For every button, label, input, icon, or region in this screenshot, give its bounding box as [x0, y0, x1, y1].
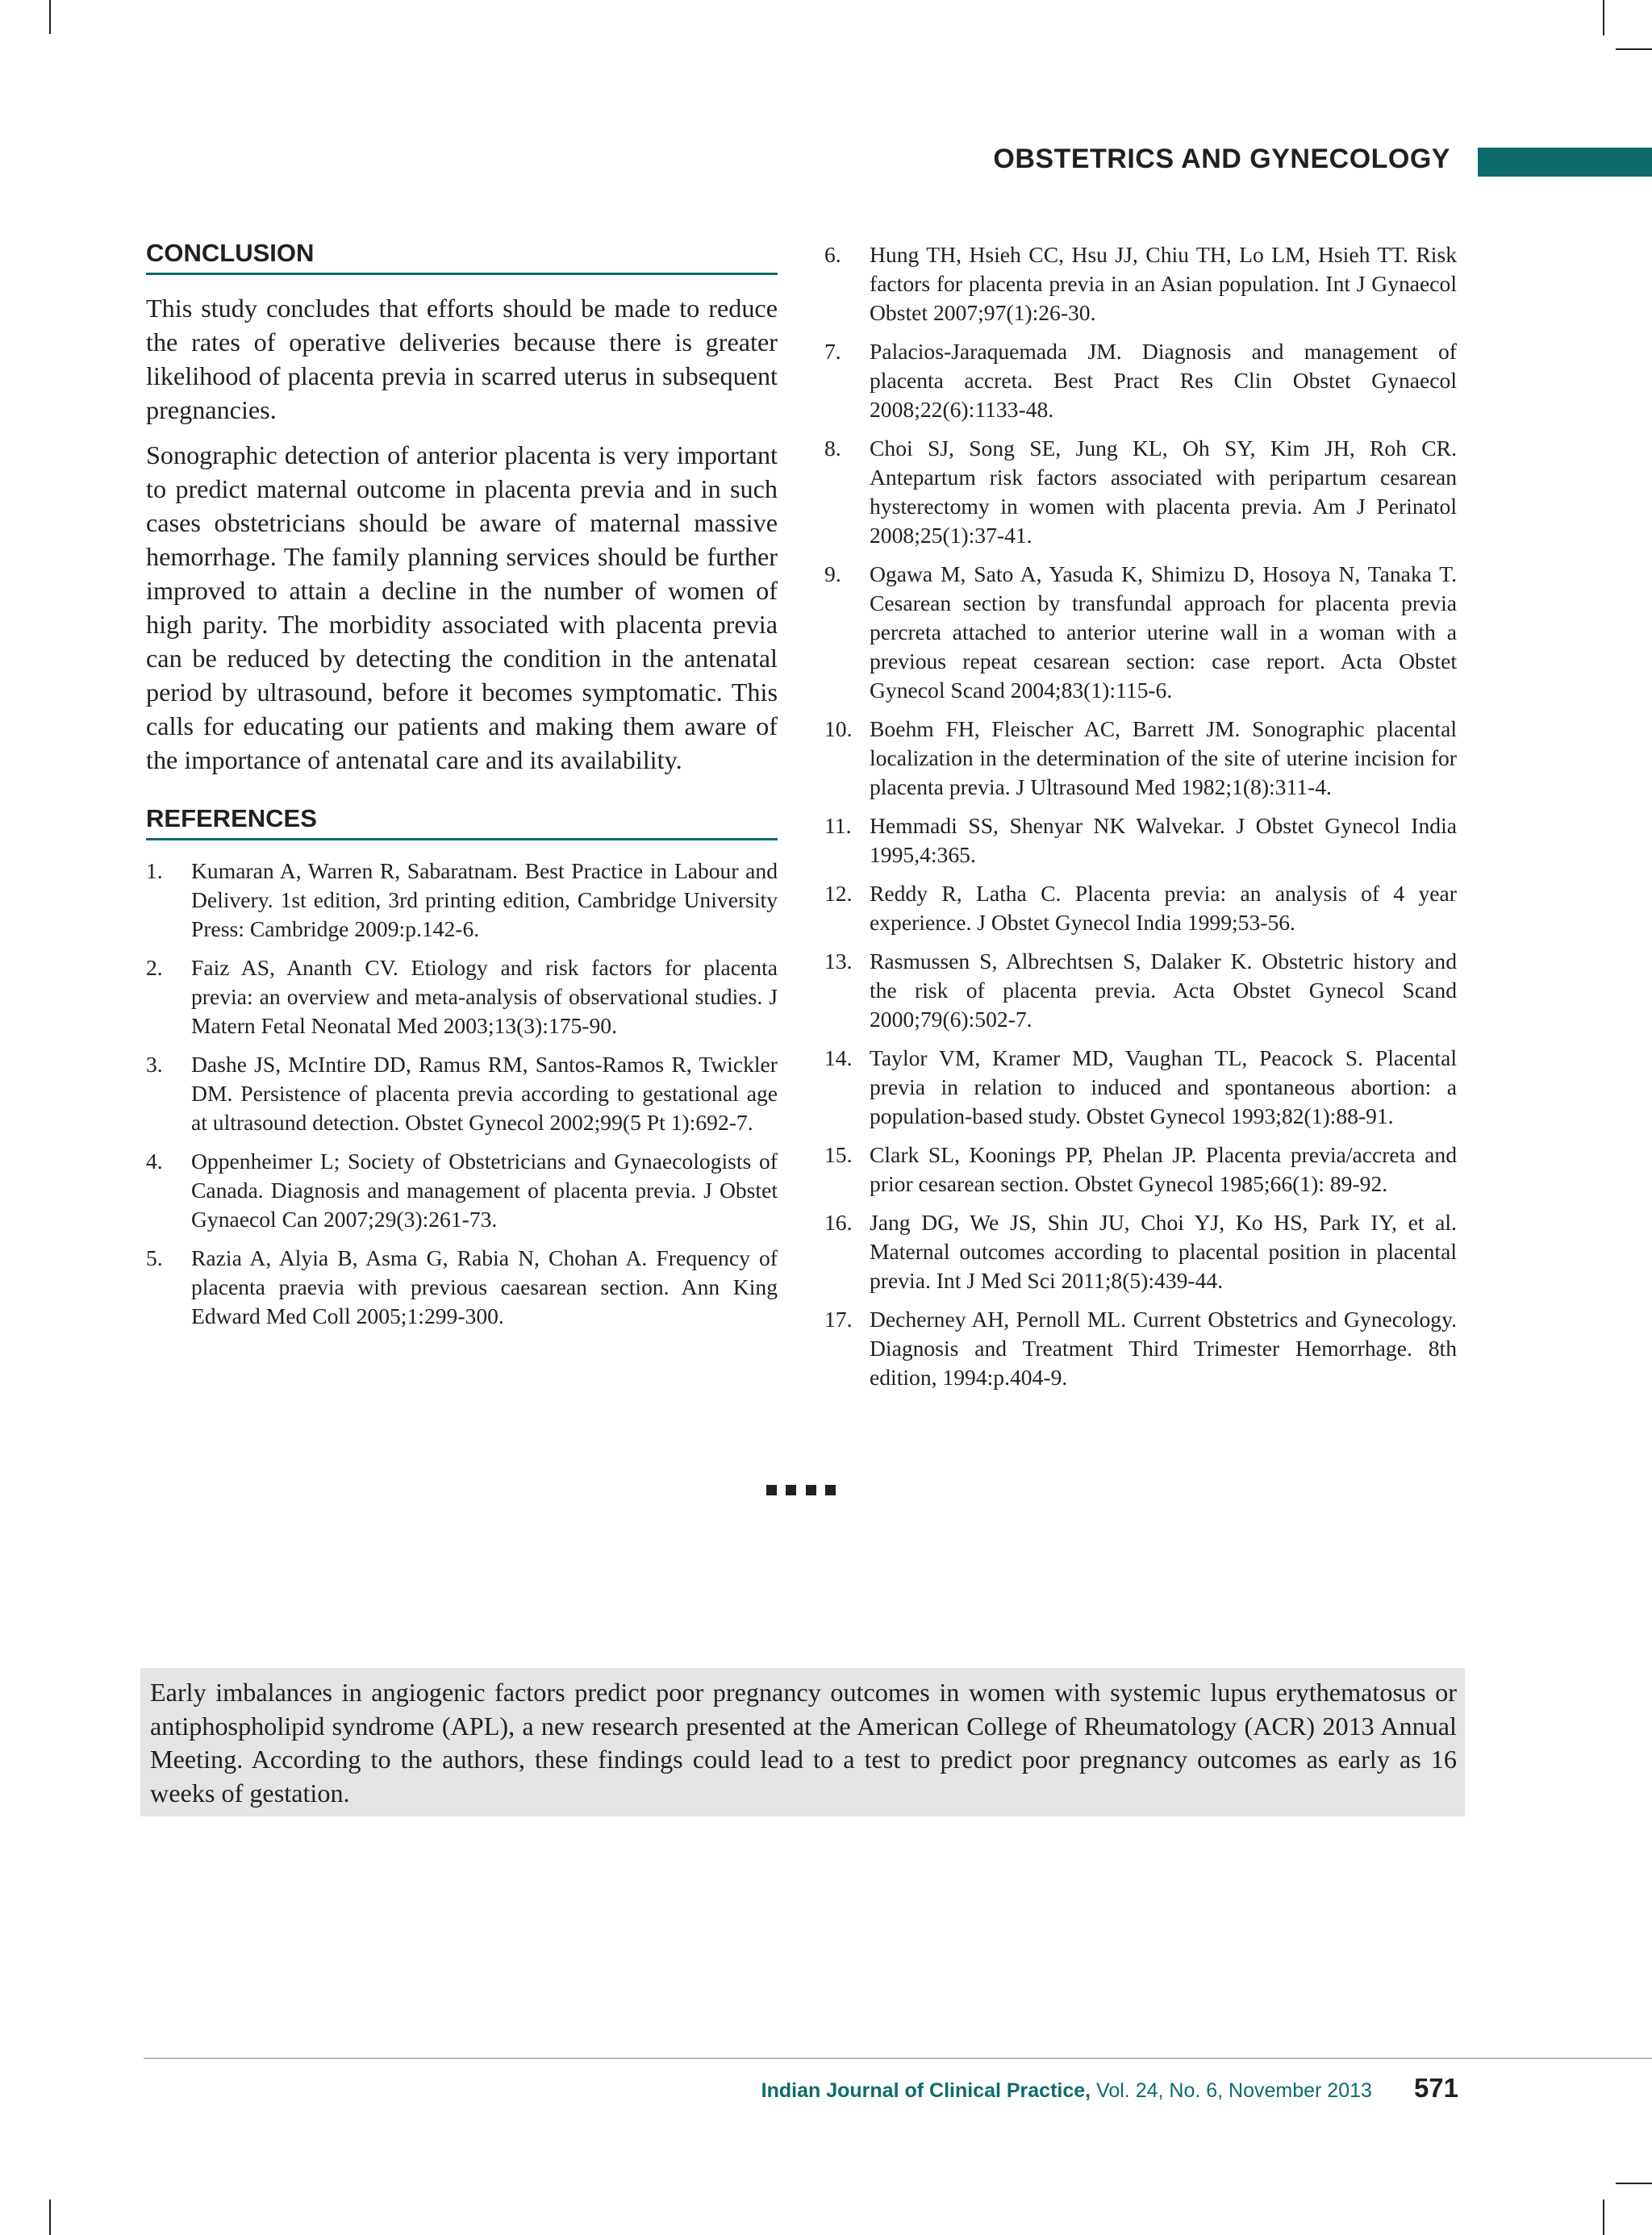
section-accent-bar	[1478, 148, 1652, 177]
reference-item	[146, 1050, 778, 1137]
reference-text: Oppenheimer L; Society of Obstetricians and Gynaecologists of Canada. Diagnosis and management of placenta previa. J Obstet Gynaecol Can 2007;29(3):261-73.	[191, 1149, 778, 1232]
crop-mark	[49, 2200, 51, 2235]
end-mark-square	[825, 1485, 836, 1495]
reference-number: 5.	[146, 1245, 163, 1270]
crop-mark	[1616, 2183, 1652, 2184]
reference-item	[146, 1244, 778, 1331]
reference-number: 15.	[824, 1142, 853, 1167]
reference-item	[824, 560, 1457, 705]
reference-item	[824, 947, 1457, 1034]
reference-text: Razia A, Alyia B, Asma G, Rabia N, Chohan A. Frequency of placenta praevia with previous caesarean section. Ann King Edward Med Coll 2005;1:299-300.	[191, 1245, 778, 1328]
reference-text: Jang DG, We JS, Shin JU, Choi YJ, Ko HS, Park IY, et al. Maternal outcomes according to placental position in placental previa. Int J Med Sci 2011;8(5):439-44.	[870, 1210, 1457, 1293]
reference-item	[824, 1208, 1457, 1295]
page-number: 571	[1413, 2073, 1458, 2103]
footer-rule	[144, 2058, 1652, 2059]
reference-text: Choi SJ, Song SE, Jung KL, Oh SY, Kim JH, Roh CR. Antepartum risk factors associated with peripartum cesarean hysterectomy in women with placenta previa. Am J Perinatol 2008;25(1):37-41.	[870, 436, 1457, 548]
reference-item	[824, 1044, 1457, 1131]
crop-mark	[49, 0, 51, 34]
reference-text: Dashe JS, McIntire DD, Ramus RM, Santos-Ramos R, Twickler DM. Persistence of placenta previa according to gestational age at ultrasound detection. Obstet Gynecol 2002;99(5 Pt 1):692-7.	[191, 1052, 778, 1135]
news-box-text: Early imbalances in angiogenic factors predict poor pregnancy outcomes in women with systemic lupus erythematosus or antiphospholipid syndrome (APL), a new research presented at the American College of Rheumatology (ACR) 2013 Annual Meeting. According to the authors, these findings could lead to a test to predict poor pregnancy outcomes as early as 16 weeks of gestation.	[150, 1678, 1457, 1808]
reference-text: Rasmussen S, Albrechtsen S, Dalaker K. Obstetric history and the risk of placenta previa. Acta Obstet Gynecol Scand 2000;79(6):502-7.	[870, 949, 1457, 1032]
reference-text: Faiz AS, Ananth CV. Etiology and risk factors for placenta previa: an overview and meta-analysis of observational studies. J Matern Fetal Neonatal Med 2003;13(3):175-90.	[191, 955, 778, 1038]
end-mark-square	[786, 1485, 796, 1495]
reference-number: 12.	[824, 881, 853, 906]
conclusion-paragraph: This study concludes that efforts should be made to reduce the rates of operative deliveries because there is greater likelihood of placenta previa in scarred uterus in subsequent pregnancies.	[146, 294, 778, 424]
reference-text: Decherney AH, Pernoll ML. Current Obstetrics and Gynecology. Diagnosis and Treatment Third Trimester Hemorrhage. 8th edition, 1994:p.404-9.	[870, 1307, 1457, 1390]
footer-issue-info: Vol. 24, No. 6, November 2013	[1091, 2079, 1372, 2102]
footer-journal-name: Indian Journal of Clinical Practice,	[761, 2079, 1091, 2102]
reference-text: Kumaran A, Warren R, Sabaratnam. Best Practice in Labour and Delivery. 1st edition, 3rd printing edition, Cambridge University Press: Cambridge 2009:p.142-6.	[191, 858, 778, 941]
reference-number: 7.	[824, 339, 841, 364]
reference-text: Hemmadi SS, Shenyar NK Walvekar. J Obstet Gynecol India 1995,4:365.	[870, 813, 1457, 867]
reference-text: Hung TH, Hsieh CC, Hsu JJ, Chiu TH, Lo LM, Hsieh TT. Risk factors for placenta previa in an Asian population. Int J Gynaecol Obstet 2007;97(1):26-30.	[870, 242, 1457, 325]
reference-item	[824, 434, 1457, 550]
reference-number: 3.	[146, 1052, 163, 1077]
crop-mark	[1603, 0, 1604, 35]
section-label: OBSTETRICS AND GYNECOLOGY	[993, 144, 1450, 174]
right-column	[824, 240, 1457, 1402]
reference-number: 14.	[824, 1045, 853, 1070]
end-of-article-marks	[766, 1485, 836, 1496]
reference-item	[824, 1305, 1457, 1392]
news-box	[140, 1668, 1465, 1816]
reference-item	[824, 879, 1457, 937]
reference-number: 6.	[824, 242, 841, 267]
reference-number: 8.	[824, 436, 841, 461]
crop-mark	[1603, 2200, 1604, 2235]
reference-text: Ogawa M, Sato A, Yasuda K, Shimizu D, Hosoya N, Tanaka T. Cesarean section by transfundal approach for placenta previa percreta attached to anterior uterine wall in a woman with a previous repeat cesarean section: case report. Acta Obstet Gynecol Scand 2004;83(1):115-6.	[870, 561, 1457, 703]
end-mark-square	[806, 1485, 816, 1495]
reference-list	[146, 857, 778, 1331]
crop-mark	[1616, 48, 1652, 50]
reference-item	[824, 240, 1457, 327]
reference-number: 10.	[824, 716, 853, 741]
reference-item	[824, 811, 1457, 869]
reference-text: Palacios-Jaraquemada JM. Diagnosis and management of placenta accreta. Best Pract Res Clin Obstet Gynaecol 2008;22(6):1133-48.	[870, 339, 1457, 422]
conclusion-paragraph: Sonographic detection of anterior placenta is very important to predict maternal outcome in placenta previa and in such cases obstetricians should be aware of maternal massive hemorrhage. The family planning services should be further improved to attain a decline in the number of women of high parity. The morbidity associated with placenta previa can be reduced by detecting the condition in the antenatal period by ultrasound, before it becomes symptomatic. This calls for educating our patients and making them aware of the importance of antenatal care and its availability.	[146, 440, 778, 774]
reference-item	[146, 953, 778, 1040]
reference-number: 16.	[824, 1210, 853, 1235]
reference-number: 1.	[146, 858, 163, 883]
reference-list	[824, 240, 1457, 1392]
reference-number: 17.	[824, 1307, 853, 1332]
reference-text: Boehm FH, Fleischer AC, Barrett JM. Sonographic placental localization in the determination of the site of uterine incision for placenta previa. J Ultrasound Med 1982;1(8):311-4.	[870, 716, 1457, 799]
conclusion-heading: CONCLUSION	[146, 239, 778, 275]
reference-text: Taylor VM, Kramer MD, Vaughan TL, Peacock S. Placental previa in relation to induced and spontaneous abortion: a population-based study. Obstet Gynecol 1993;82(1):88-91.	[870, 1045, 1457, 1128]
reference-item	[824, 715, 1457, 802]
references-heading: REFERENCES	[146, 804, 778, 840]
end-mark-square	[766, 1485, 777, 1495]
reference-number: 11.	[824, 813, 852, 838]
reference-number: 13.	[824, 949, 853, 974]
footer	[761, 2073, 1458, 2104]
reference-item	[146, 857, 778, 944]
reference-item	[146, 1147, 778, 1234]
left-column	[146, 239, 778, 1341]
reference-item	[824, 1140, 1457, 1199]
reference-number: 4.	[146, 1149, 163, 1174]
reference-text: Reddy R, Latha C. Placenta previa: an analysis of 4 year experience. J Obstet Gynecol India 1999;53-56.	[870, 881, 1457, 935]
reference-item	[824, 337, 1457, 424]
reference-text: Clark SL, Koonings PP, Phelan JP. Placenta previa/accreta and prior cesarean section. Obstet Gynecol 1985;66(1): 89-92.	[870, 1142, 1457, 1196]
reference-number: 9.	[824, 561, 841, 586]
reference-number: 2.	[146, 955, 163, 980]
